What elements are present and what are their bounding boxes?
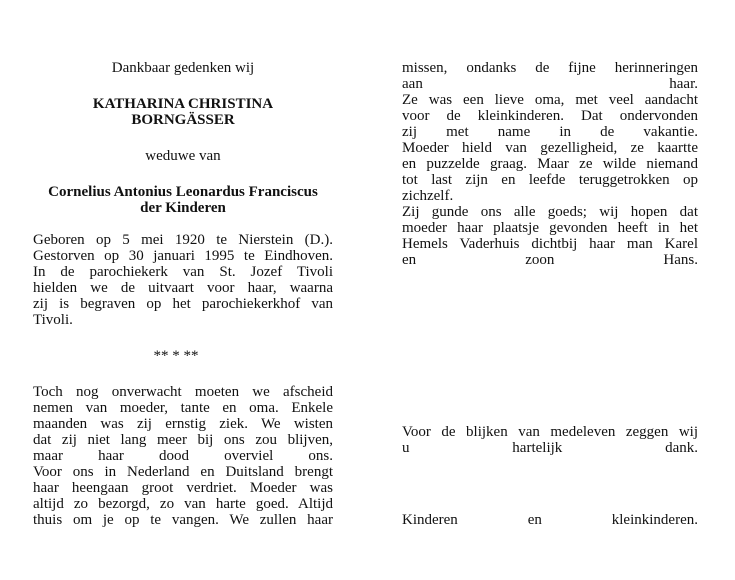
text-line: Toch nog onverwacht moeten we afscheid (33, 384, 333, 400)
text-line: altijd zo bezorgd, zo van harte goed. Altijd (33, 496, 333, 512)
farewell-paragraph (33, 384, 333, 528)
text-line: aan haar. (402, 76, 698, 92)
text-line: Ze was een lieve oma, met veel aandacht (402, 92, 698, 108)
thanks-paragraph (402, 424, 698, 456)
text-line: Voor ons in Nederland en Duitsland brengt (33, 464, 333, 480)
bio-line: In de parochiekerk van St. Jozef Tivoli (33, 264, 333, 280)
widow-of-line: weduwe van (145, 148, 221, 164)
husband-line-2: der Kinderen (140, 200, 226, 216)
intro-line: Dankbaar gedenken wij (111, 60, 255, 76)
bio-line: hielden we de uitvaart voor haar, waarna (33, 280, 333, 296)
name-line-2: BORNGÄSSER (131, 112, 235, 128)
text-line: en zoon Hans. (402, 252, 698, 268)
signature-line: Kinderen en kleinkinderen. (402, 512, 698, 528)
text-line: nemen van moeder, tante en oma. Enkele (33, 400, 333, 416)
signature (402, 512, 698, 528)
text-line: Hemels Vaderhuis dichtbij haar man Karel (402, 236, 698, 252)
text-line: thuis om je op te vangen. We zullen haar (33, 512, 333, 528)
text-line: missen, ondanks de fijne herinneringen (402, 60, 698, 76)
thanks-line: Voor de blijken van medeleven zeggen wij (402, 424, 698, 440)
left-column (33, 60, 333, 528)
text-line: dat zij niet lang meer bij ons zou blijven, (33, 432, 333, 448)
text-line: haar heengaan groot verdriet. Moeder was (33, 480, 333, 496)
thanks-line: u hartelijk dank. (402, 440, 698, 456)
text-line: Moeder hield van gezelligheid, ze kaartte (402, 140, 698, 156)
husband-name (33, 184, 333, 216)
name-line-1: KATHARINA CHRISTINA (92, 96, 274, 112)
separator (19, 348, 333, 364)
intro-text (33, 60, 333, 76)
right-column (402, 60, 698, 528)
text-line: zichzelf. (402, 188, 454, 204)
text-line: voor de kleinkinderen. Dat ondervonden (402, 108, 698, 124)
deceased-name (33, 96, 333, 128)
text-line: zij met name in de vakantie. (402, 124, 698, 140)
text-line: moeder haar plaatsje gevonden heeft in het (402, 220, 698, 236)
bio-line: zij is begraven op het parochiekerkhof van (33, 296, 333, 312)
text-line: tot last zijn en leefde teruggetrokken op (402, 172, 698, 188)
bio-paragraph (33, 232, 333, 328)
separator-stars: ** * ** (153, 348, 199, 364)
bio-line: Gestorven op 30 januari 1995 te Eindhoven. (33, 248, 333, 264)
bio-line: Geboren op 5 mei 1920 te Nierstein (D.). (33, 232, 333, 248)
text-line: maanden was zij ernstig ziek. We wisten (33, 416, 333, 432)
husband-line-1: Cornelius Antonius Leonardus Franciscus (48, 184, 318, 200)
text-line: en puzzelde graag. Maar ze wilde niemand (402, 156, 698, 172)
text-line: maar haar dood overviel ons. (33, 448, 333, 464)
bio-line: Tivoli. (33, 312, 73, 328)
widow-of-text (33, 148, 333, 164)
memories-paragraph (402, 60, 698, 268)
text-line: Zij gunde ons alle goeds; wij hopen dat (402, 204, 698, 220)
